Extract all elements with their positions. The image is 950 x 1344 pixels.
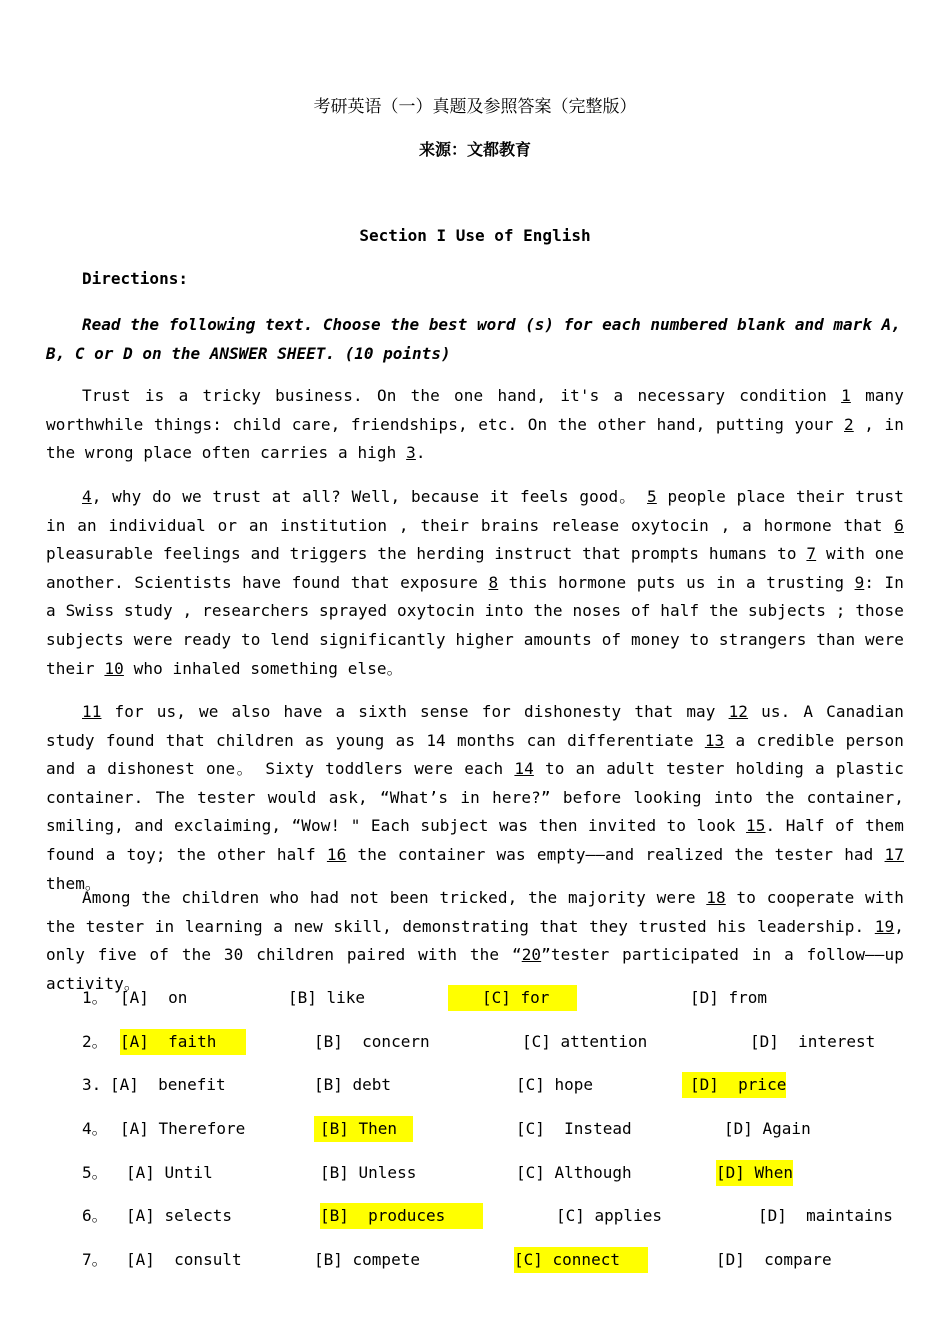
option-c: [C] hope: [516, 1075, 594, 1094]
blank-20: 20: [521, 945, 542, 965]
option-b: [B] Unless: [320, 1163, 417, 1182]
passage-text: people place their trust in an individual or an institution , their brains release oxytocin , a hormone that: [46, 487, 904, 535]
answer-row-7: [0, 1247, 950, 1273]
question-number: 6。: [82, 1206, 108, 1225]
question-number: 5。: [82, 1163, 108, 1182]
passage-text: ”tester participated in a follow——up activity。: [46, 945, 904, 993]
option-d: [D] interest: [750, 1032, 876, 1051]
blank-10: 10: [104, 658, 124, 678]
passage-text: . Half of them found a toy; the other half: [46, 816, 905, 864]
section-heading: Section I Use of English: [359, 226, 591, 245]
option-b: [B] compete: [314, 1250, 420, 1269]
answer-row-6: [0, 1203, 950, 1229]
option-a: [A] selects: [126, 1206, 232, 1225]
passage-text: the container was empty——and realized the tester had: [346, 844, 885, 864]
passage-text: Among the children who had not been tricked, the majority were: [82, 888, 707, 907]
blank-3: 3: [406, 443, 416, 463]
blank-2: 2: [844, 414, 854, 434]
passage-text: them。: [46, 873, 102, 893]
question-number: 2。: [82, 1032, 108, 1051]
directions-label: Directions:: [82, 269, 188, 288]
passage-text: this hormone puts us in a trusting: [498, 572, 855, 592]
passage-text: to cooperate with the tester in learning a new skill, demonstrating that they trusted his leadership.: [46, 888, 904, 936]
blank-13: 13: [704, 730, 725, 750]
answer-row-5: [0, 1160, 950, 1186]
blank-1: 1: [841, 386, 851, 405]
option-c-correct: [C] connect: [514, 1247, 648, 1273]
blank-5: 5: [647, 487, 657, 506]
passage-text: pleasurable feelings and triggers the herding instruct that prompts humans to: [46, 544, 807, 564]
passage-text: , in the wrong place often carries a high: [46, 414, 905, 463]
option-a: [A] consult: [126, 1250, 242, 1269]
question-number: 1。: [82, 988, 108, 1007]
passage-paragraph-4: [46, 884, 904, 998]
blank-15: 15: [746, 816, 766, 836]
passage-text: .: [415, 443, 426, 463]
passage-text: : In a Swiss study , researchers sprayed oxytocin into the noses of half the subjects ; those subjects were ready to lend significantly higher amounts of money to strangers than were their: [46, 572, 904, 678]
passage-text: , why do we trust at all? Well, because it feels good。: [91, 487, 648, 506]
blank-6: 6: [894, 515, 904, 535]
passage-paragraph-1: [46, 382, 904, 468]
passage-text: many worthwhile things: child care, friendships, etc. On the other hand, putting your: [46, 386, 904, 434]
blank-8: 8: [488, 572, 499, 592]
option-c: [C] Although: [516, 1163, 632, 1182]
passage-text: Trust is a tricky business. On the one hand, it's a necessary condition: [82, 386, 842, 405]
option-d-correct: [D] When: [716, 1160, 793, 1186]
blank-16: 16: [326, 844, 347, 864]
option-c-correct: [C] for: [448, 985, 577, 1011]
document-title: 考研英语（一）真题及参照答案（完整版）: [313, 97, 637, 117]
passage-paragraph-2: [46, 483, 904, 683]
option-a: [A] Therefore: [120, 1119, 246, 1138]
passage-text: , only five of the 30 children paired with the “: [46, 916, 904, 965]
option-b: [B] concern: [314, 1032, 430, 1051]
blank-18: 18: [706, 888, 726, 907]
answer-row-4: [0, 1116, 950, 1142]
option-a: [A] benefit: [110, 1075, 226, 1094]
passage-text: with one another. Scientists have found that exposure: [46, 544, 904, 592]
option-d: [D] Again: [724, 1119, 811, 1138]
question-number: 3.: [82, 1075, 102, 1094]
blank-17: 17: [884, 844, 904, 864]
directions-instructions: Read the following text. Choose the best word (s) for each numbered blank and mark A, B, C or D on the ANSWER SHEET. (10 points): [46, 315, 901, 363]
option-a: [A] on: [120, 988, 188, 1007]
answer-row-1: [0, 985, 950, 1011]
passage-text: for us, we also have a sixth sense for dishonesty that may: [101, 702, 729, 721]
option-c: [C] applies: [556, 1206, 662, 1225]
option-b-correct: [B] produces: [320, 1203, 483, 1229]
blank-11: 11: [82, 702, 102, 721]
option-d: [D] maintains: [758, 1206, 893, 1225]
option-a-correct: [A] faith: [120, 1029, 246, 1055]
blank-7: 7: [806, 544, 817, 564]
option-c: [C] attention: [522, 1032, 648, 1051]
option-c: [C] Instead: [516, 1119, 632, 1138]
answer-row-2: [0, 1029, 950, 1055]
passage-text: who inhaled something else。: [123, 658, 403, 678]
option-b: [B] like: [288, 988, 366, 1007]
option-b-correct: [B] Then: [314, 1116, 413, 1142]
question-number: 7。: [82, 1250, 108, 1269]
option-b: [B] debt: [314, 1075, 392, 1094]
blank-12: 12: [728, 702, 749, 721]
blank-9: 9: [854, 572, 865, 592]
passage-text: a credible person and a dishonest one。 Sixty toddlers were each: [46, 730, 904, 779]
blank-4: 4: [82, 487, 92, 506]
option-d: [D] from: [690, 988, 768, 1007]
option-a: [A] Until: [126, 1163, 213, 1182]
passage-paragraph-3: [46, 698, 904, 898]
passage-text: to an adult tester holding a plastic container. The tester would ask, “What’s in here?” before looking into the container, smiling, and exclaiming, “Wow! " Each subject was then invited to look: [46, 759, 904, 836]
option-d: [D] compare: [716, 1250, 832, 1269]
option-d-correct: [D] price: [682, 1072, 786, 1098]
blank-14: 14: [514, 759, 534, 779]
answer-row-3: [0, 1072, 950, 1098]
blank-19: 19: [874, 916, 895, 936]
passage-text: us. A Canadian study found that children as young as 14 months can differentiate: [46, 702, 904, 750]
question-number: 4。: [82, 1119, 108, 1138]
document-source: 来源：文都教育: [418, 140, 531, 159]
